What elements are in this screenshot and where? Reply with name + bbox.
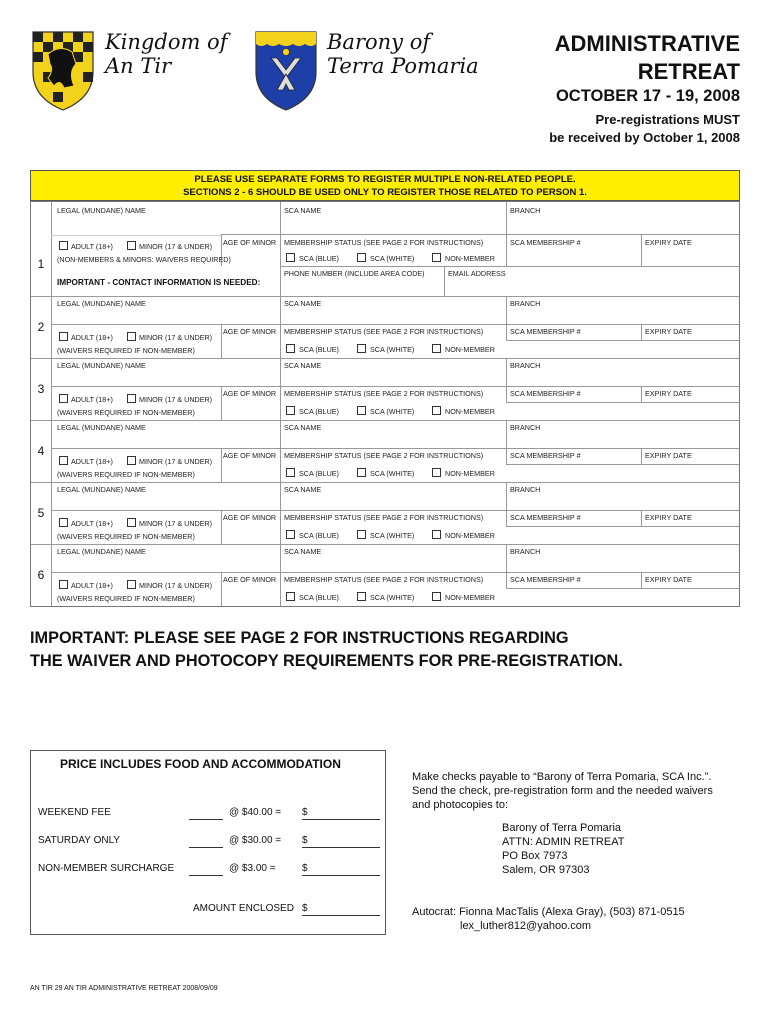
waiver-note: (WAIVERS REQUIRED IF NON-MEMBER) <box>57 470 195 479</box>
minor-label: MINOR (17 & UNDER) <box>139 581 213 590</box>
payment-line-1: Make checks payable to “Barony of Terra Pomaria, SCA Inc.”. <box>412 771 712 783</box>
non-member-label: NON-MEMBER <box>445 469 495 478</box>
sca-white-checkbox-3[interactable] <box>357 406 366 415</box>
adult-label: ADULT (18+) <box>71 333 113 342</box>
adult-label: ADULT (18+) <box>71 457 113 466</box>
minor-checkbox-1[interactable] <box>127 241 136 250</box>
membership-status-label: MEMBERSHIP STATUS (SEE PAGE 2 FOR INSTRUCTIONS) <box>284 389 484 398</box>
registration-table <box>30 201 740 607</box>
weekend-dollar: $ <box>302 807 308 818</box>
surcharge-label: NON-MEMBER SURCHARGE <box>38 863 175 874</box>
section-number-4: 4 <box>37 444 45 458</box>
payment-instructions <box>412 770 742 812</box>
surcharge-dollar: $ <box>302 863 308 874</box>
age-of-minor-label: AGE OF MINOR <box>223 389 277 398</box>
minor-checkbox-2[interactable] <box>127 332 136 341</box>
autocrat-email[interactable]: lex_luther812@yahoo.com <box>460 920 592 932</box>
adult-checkbox-5[interactable] <box>59 518 68 527</box>
waiver-note: (WAIVERS REQUIRED IF NON-MEMBER) <box>57 408 195 417</box>
weekend-fee-label: WEEKEND FEE <box>38 807 111 818</box>
saturday-price: @ $30.00 = <box>229 835 282 846</box>
waiver-note: (WAIVERS REQUIRED IF NON-MEMBER) <box>57 594 195 603</box>
barony-shield-logo <box>253 28 319 112</box>
adult-checkbox-2[interactable] <box>59 332 68 341</box>
waiver-notice-line-1: IMPORTANT: PLEASE SEE PAGE 2 FOR INSTRUCTIONS REGARDING <box>30 629 569 647</box>
sca-blue-label: SCA (BLUE) <box>299 407 339 416</box>
event-dates: OCTOBER 17 - 19, 2008 <box>555 87 740 105</box>
weekend-total-field[interactable] <box>302 819 380 820</box>
sca-name-label: SCA NAME <box>284 299 322 308</box>
waiver-notice <box>30 627 623 673</box>
section-3 <box>31 358 739 420</box>
barony-line-2: Terra Pomaria <box>327 54 479 78</box>
sca-blue-checkbox-5[interactable] <box>286 530 295 539</box>
weekend-qty-field[interactable] <box>189 819 223 820</box>
waiver-notice-line-2: THE WAIVER AND PHOTOCOPY REQUIREMENTS FOR PRE-REGISTRATION. <box>30 652 623 670</box>
section-number-3: 3 <box>37 382 45 396</box>
non-member-label: NON-MEMBER <box>445 345 495 354</box>
adult-checkbox-6[interactable] <box>59 580 68 589</box>
kingdom-name <box>105 30 227 78</box>
section-number-1: 1 <box>37 257 45 271</box>
payment-line-3: and photocopies to: <box>412 799 509 811</box>
sca-membership-label: SCA MEMBERSHIP # <box>510 513 581 522</box>
minor-checkbox-6[interactable] <box>127 580 136 589</box>
section-4 <box>31 420 739 482</box>
adult-label: ADULT (18+) <box>71 242 113 251</box>
waiver-note: (WAIVERS REQUIRED IF NON-MEMBER) <box>57 532 195 541</box>
form-footer: AN TIR 29 AN TIR ADMINISTRATIVE RETREAT 2008/09/09 <box>30 985 218 992</box>
surcharge-qty-field[interactable] <box>189 875 223 876</box>
branch-label: BRANCH <box>510 547 541 556</box>
minor-checkbox-4[interactable] <box>127 456 136 465</box>
address-line-3: PO Box 7973 <box>502 850 568 862</box>
non-member-checkbox-6[interactable] <box>432 592 441 601</box>
expiry-label: EXPIRY DATE <box>645 327 692 336</box>
email-label: EMAIL ADDRESS <box>448 269 506 278</box>
sca-name-label: SCA NAME <box>284 547 322 556</box>
price-box <box>30 750 386 935</box>
non-member-checkbox-5[interactable] <box>432 530 441 539</box>
title-line-2: RETREAT <box>637 59 740 84</box>
section-number-6: 6 <box>37 568 45 582</box>
address-line-2: ATTN: ADMIN RETREAT <box>502 836 625 848</box>
prereg-line-2: be received by October 1, 2008 <box>549 130 740 145</box>
sca-blue-label: SCA (BLUE) <box>299 593 339 602</box>
sca-membership-label: SCA MEMBERSHIP # <box>510 238 581 247</box>
section-6 <box>31 544 739 606</box>
non-member-checkbox-1[interactable] <box>432 253 441 262</box>
membership-status-label: MEMBERSHIP STATUS (SEE PAGE 2 FOR INSTRUCTIONS) <box>284 327 484 336</box>
age-of-minor-label: AGE OF MINOR <box>223 513 277 522</box>
barony-name <box>327 30 479 78</box>
sca-membership-label: SCA MEMBERSHIP # <box>510 389 581 398</box>
kingdom-line-2: An Tir <box>105 54 172 78</box>
sca-blue-label: SCA (BLUE) <box>299 469 339 478</box>
sca-blue-checkbox-3[interactable] <box>286 406 295 415</box>
section-2 <box>31 296 739 358</box>
adult-checkbox-4[interactable] <box>59 456 68 465</box>
legal-name-label: LEGAL (MUNDANE) NAME <box>57 206 146 215</box>
non-member-label: NON-MEMBER <box>445 531 495 540</box>
sca-name-label: SCA NAME <box>284 423 322 432</box>
saturday-label: SATURDAY ONLY <box>38 835 121 846</box>
legal-name-label: LEGAL (MUNDANE) NAME <box>57 423 146 432</box>
sca-membership-label: SCA MEMBERSHIP # <box>510 575 581 584</box>
branch-label: BRANCH <box>510 361 541 370</box>
sca-membership-label: SCA MEMBERSHIP # <box>510 327 581 336</box>
sca-white-checkbox-2[interactable] <box>357 344 366 353</box>
adult-checkbox-3[interactable] <box>59 394 68 403</box>
membership-status-label: MEMBERSHIP STATUS (SEE PAGE 2 FOR INSTRUCTIONS) <box>284 451 484 460</box>
non-member-checkbox-3[interactable] <box>432 406 441 415</box>
expiry-label: EXPIRY DATE <box>645 389 692 398</box>
non-member-label: NON-MEMBER <box>445 593 495 602</box>
non-member-checkbox-2[interactable] <box>432 344 441 353</box>
sca-name-label: SCA NAME <box>284 361 322 370</box>
branch-label: BRANCH <box>510 485 541 494</box>
waiver-note: (WAIVERS REQUIRED IF NON-MEMBER) <box>57 346 195 355</box>
section-number-5: 5 <box>37 506 45 520</box>
surcharge-price: @ $3.00 = <box>229 863 276 874</box>
sca-blue-checkbox-2[interactable] <box>286 344 295 353</box>
branch-label: BRANCH <box>510 299 541 308</box>
autocrat-contact: Autocrat: Fionna MacTalis (Alexa Gray), (503) 871-0515 <box>412 906 685 918</box>
membership-status-label: MEMBERSHIP STATUS (SEE PAGE 2 FOR INSTRUCTIONS) <box>284 513 484 522</box>
legal-name-label: LEGAL (MUNDANE) NAME <box>57 361 146 370</box>
section-5 <box>31 482 739 544</box>
legal-name-label: LEGAL (MUNDANE) NAME <box>57 299 146 308</box>
age-of-minor-label: AGE OF MINOR <box>223 575 277 584</box>
title-line-1: ADMINISTRATIVE <box>554 31 740 56</box>
sca-blue-label: SCA (BLUE) <box>299 345 339 354</box>
sca-white-checkbox-1[interactable] <box>357 253 366 262</box>
adult-label: ADULT (18+) <box>71 519 113 528</box>
sca-name-label: SCA NAME <box>284 206 322 215</box>
non-member-label: NON-MEMBER <box>445 407 495 416</box>
mailing-address <box>502 821 624 877</box>
sca-blue-label: SCA (BLUE) <box>299 531 339 540</box>
saturday-dollar: $ <box>302 835 308 846</box>
surcharge-total-field[interactable] <box>302 875 380 876</box>
sca-white-label: SCA (WHITE) <box>370 469 415 478</box>
adult-label: ADULT (18+) <box>71 395 113 404</box>
minor-checkbox-3[interactable] <box>127 394 136 403</box>
non-member-label: NON-MEMBER <box>445 254 495 263</box>
instructions-banner <box>30 170 740 201</box>
minor-label: MINOR (17 & UNDER) <box>139 395 213 404</box>
event-title <box>555 30 740 86</box>
weekend-price: @ $40.00 = <box>229 807 282 818</box>
section-number-2: 2 <box>37 320 45 334</box>
minor-label: MINOR (17 & UNDER) <box>139 519 213 528</box>
sca-white-label: SCA (WHITE) <box>370 407 415 416</box>
membership-status-label: MEMBERSHIP STATUS (SEE PAGE 2 FOR INSTRUCTIONS) <box>284 575 484 584</box>
non-member-checkbox-4[interactable] <box>432 468 441 477</box>
legal-name-label: LEGAL (MUNDANE) NAME <box>57 485 146 494</box>
prereg-deadline <box>549 111 740 147</box>
branch-field-1[interactable] <box>508 216 737 233</box>
age-of-minor-label: AGE OF MINOR <box>223 238 277 247</box>
sca-white-label: SCA (WHITE) <box>370 531 415 540</box>
address-line-4: Salem, OR 97303 <box>502 864 590 876</box>
banner-line-1: PLEASE USE SEPARATE FORMS TO REGISTER MULTIPLE NON-RELATED PEOPLE. <box>194 174 576 185</box>
price-title: PRICE INCLUDES FOOD AND ACCOMMODATION <box>60 757 341 771</box>
sca-white-label: SCA (WHITE) <box>370 345 415 354</box>
contact-important-label: IMPORTANT - CONTACT INFORMATION IS NEEDED: <box>57 278 261 287</box>
sca-name-label: SCA NAME <box>284 485 322 494</box>
adult-checkbox-1[interactable] <box>59 241 68 250</box>
age-of-minor-label: AGE OF MINOR <box>223 451 277 460</box>
kingdom-line-1: Kingdom of <box>105 30 228 54</box>
sca-white-checkbox-4[interactable] <box>357 468 366 477</box>
adult-label: ADULT (18+) <box>71 581 113 590</box>
sca-blue-checkbox-1[interactable] <box>286 253 295 262</box>
sca-white-checkbox-5[interactable] <box>357 530 366 539</box>
amount-dollar: $ <box>302 903 308 914</box>
address-line-1: Barony of Terra Pomaria <box>502 822 622 834</box>
sca-blue-checkbox-4[interactable] <box>286 468 295 477</box>
sca-white-label: SCA (WHITE) <box>370 254 415 263</box>
minor-label: MINOR (17 & UNDER) <box>139 333 213 342</box>
branch-label: BRANCH <box>510 206 541 215</box>
kingdom-shield-logo <box>30 28 96 112</box>
prereg-line-1: Pre-registrations MUST <box>595 112 740 127</box>
minor-checkbox-5[interactable] <box>127 518 136 527</box>
banner-line-2: SECTIONS 2 - 6 SHOULD BE USED ONLY TO REGISTER THOSE RELATED TO PERSON 1. <box>183 187 587 198</box>
waiver-note: (NON-MEMBERS & MINORS: WAIVERS REQUIRED) <box>57 255 231 264</box>
legal-name-field-1[interactable] <box>53 216 278 233</box>
expiry-label: EXPIRY DATE <box>645 513 692 522</box>
saturday-qty-field[interactable] <box>189 847 223 848</box>
sca-name-field-1[interactable] <box>282 216 504 233</box>
expiry-label: EXPIRY DATE <box>645 451 692 460</box>
sca-blue-checkbox-6[interactable] <box>286 592 295 601</box>
sca-blue-label: SCA (BLUE) <box>299 254 339 263</box>
age-of-minor-label: AGE OF MINOR <box>223 327 277 336</box>
phone-label: PHONE NUMBER (INCLUDE AREA CODE) <box>284 269 425 278</box>
minor-label: MINOR (17 & UNDER) <box>139 457 213 466</box>
expiry-label: EXPIRY DATE <box>645 575 692 584</box>
sca-membership-label: SCA MEMBERSHIP # <box>510 451 581 460</box>
minor-label: MINOR (17 & UNDER) <box>139 242 213 251</box>
barony-line-1: Barony of <box>327 30 431 54</box>
expiry-label: EXPIRY DATE <box>645 238 692 247</box>
amount-enclosed-field[interactable] <box>302 915 380 916</box>
branch-label: BRANCH <box>510 423 541 432</box>
payment-line-2: Send the check, pre-registration form and the needed waivers <box>412 785 713 797</box>
legal-name-label: LEGAL (MUNDANE) NAME <box>57 547 146 556</box>
sca-white-checkbox-6[interactable] <box>357 592 366 601</box>
amount-enclosed-label: AMOUNT ENCLOSED <box>193 903 294 914</box>
membership-status-label: MEMBERSHIP STATUS (SEE PAGE 2 FOR INSTRUCTIONS) <box>284 238 484 247</box>
saturday-total-field[interactable] <box>302 847 380 848</box>
sca-white-label: SCA (WHITE) <box>370 593 415 602</box>
